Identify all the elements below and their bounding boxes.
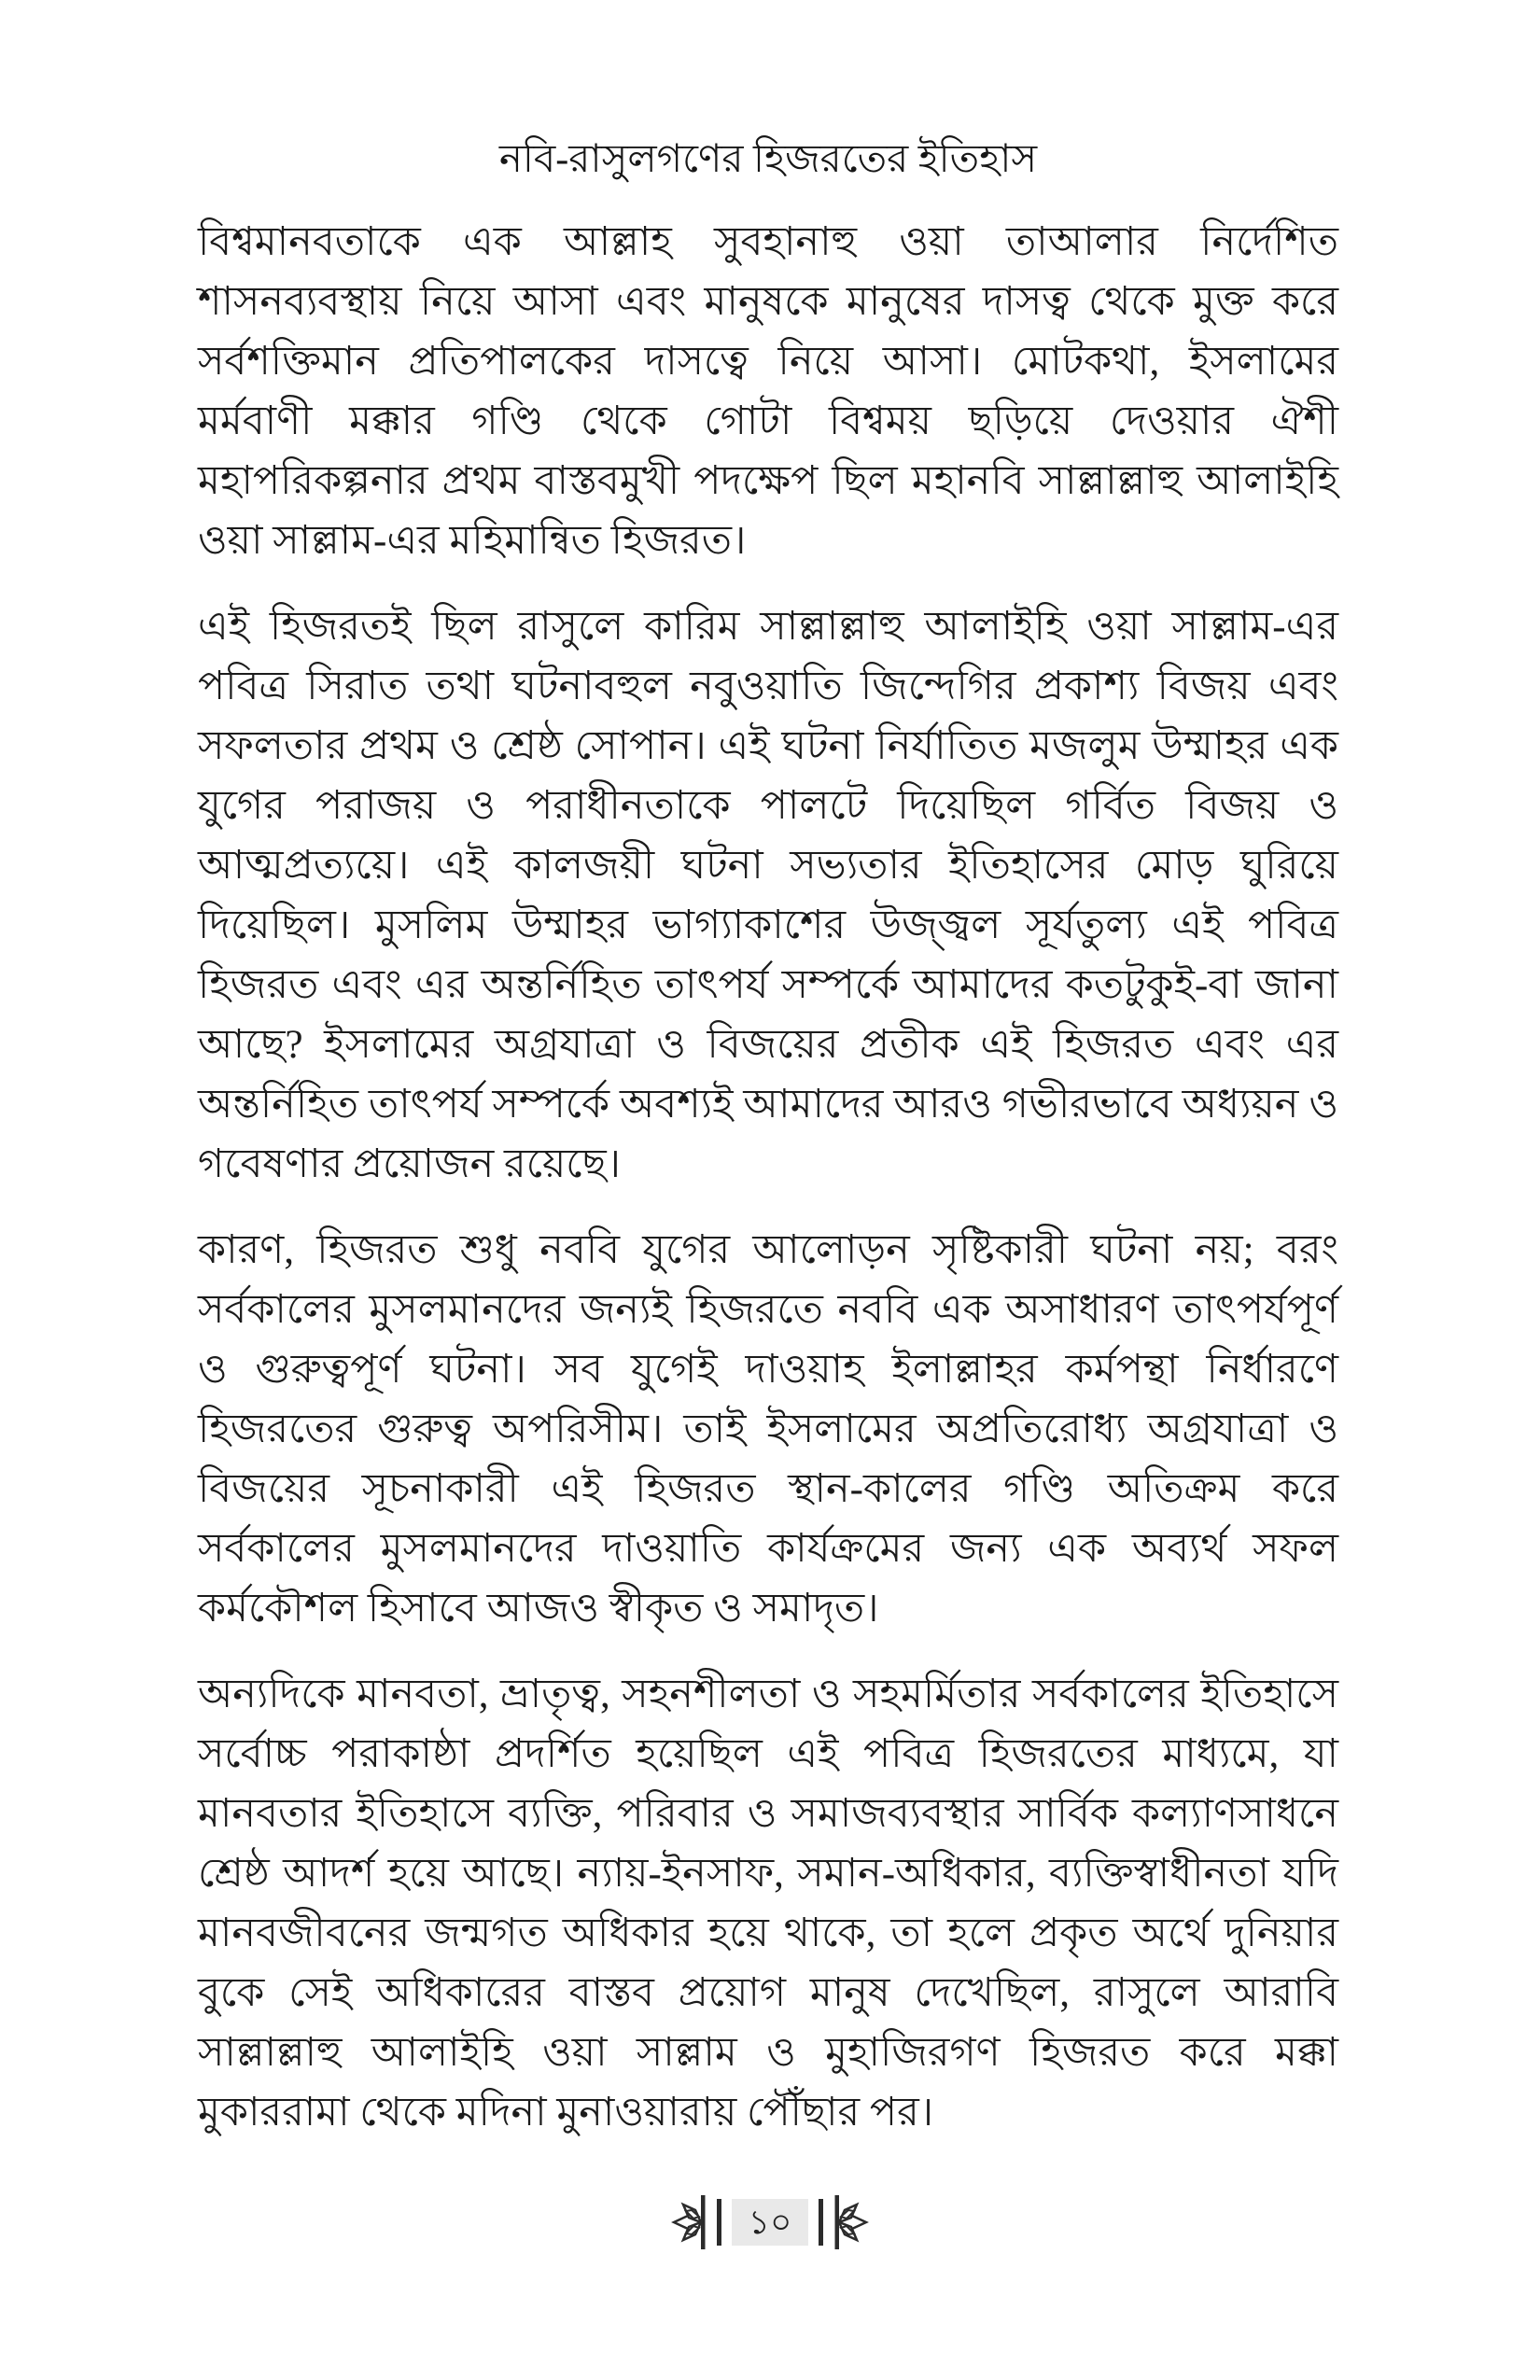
footer-divider-bar-right bbox=[819, 2199, 823, 2246]
text-block bbox=[198, 136, 1338, 2169]
paragraph-3: কারণ, হিজরত শুধু নববি যুগের আলোড়ন সৃষ্টিকারী ঘটনা নয়; বরং সর্বকালের মুসলমানদের জন্যই হিজরতে নববি এক অসাধারণ তাৎপর্যপূর্ণ ও গুরুত্বপূর্ণ ঘটনা। সব যুগেই দাওয়াহ ইলাল্লাহর কর্মপন্থা নির্ধারণে হিজরতের গুরুত্ব অপরিসীম। তাই ইসলামের অপ্রতিরোধ্য অগ্রযাত্রা ও বিজয়ের সূচনাকারী এই হিজরত স্থান-কালের গণ্ডি অতিক্রম করে সর্বকালের মুসলমানদের দাওয়াতি কার্যক্রমের জন্য এক অব্যর্থ সফল কর্মকৌশল হিসাবে আজও স্বীকৃত ও সমাদৃত। bbox=[198, 1228, 1338, 1631]
page-number-box bbox=[732, 2199, 808, 2246]
paragraph-4: অন্যদিকে মানবতা, ভ্রাতৃত্ব, সহনশীলতা ও সহমর্মিতার সর্বকালের ইতিহাসে সর্বোচ্চ পরাকাষ্ঠা প্রদর্শিত হয়েছিল এই পবিত্র হিজরতের মাধ্যমে, যা মানবতার ইতিহাসে ব্যক্তি, পরিবার ও সমাজব্যবস্থার সার্বিক কল্যাণসাধনে শ্রেষ্ঠ আদর্শ হয়ে আছে। ন্যায়-ইনসাফ, সমান-অধিকার, ব্যক্তিস্বাধীনতা যদি মানবজীবনের জন্মগত অধিকার হয়ে থাকে, তা হলে প্রকৃত অর্থে দুনিয়ার বুকে সেই অধিকারের বাস্তব প্রয়োগ মানুষ দেখেছিল, রাসুলে আরাবি সাল্লাল্লাহু আলাইহি ওয়া সাল্লাম ও মুহাজিরগণ হিজরত করে মক্কা মুকাররামা থেকে মদিনা মুনাওয়ারায় পৌঁছার পর। bbox=[198, 1673, 1338, 2135]
footer-divider-bar-left bbox=[717, 2199, 721, 2246]
lotus-ornament-right-icon bbox=[833, 2195, 873, 2249]
page-number: ১০ bbox=[748, 2204, 792, 2241]
paragraph-2: এই হিজরতই ছিল রাসুলে কারিম সাল্লাল্লাহু আলাইহি ওয়া সাল্লাম-এর পবিত্র সিরাত তথা ঘটনাবহুল নবুওয়াতি জিন্দেগির প্রকাশ্য বিজয় এবং সফলতার প্রথম ও শ্রেষ্ঠ সোপান। এই ঘটনা নির্যাতিত মজলুম উম্মাহর এক যুগের পরাজয় ও পরাধীনতাকে পালটে দিয়েছিল গর্বিত বিজয় ও আত্মপ্রত্যয়ে। এই কালজয়ী ঘটনা সভ্যতার ইতিহাসের মোড় ঘুরিয়ে দিয়েছিল। মুসলিম উম্মাহর ভাগ্যাকাশের উজ্জ্বল সূর্যতুল্য এই পবিত্র হিজরত এবং এর অন্তর্নিহিত তাৎপর্য সম্পর্কে আমাদের কতটুকুই-বা জানা আছে? ইসলামের অগ্রযাত্রা ও বিজয়ের প্রতীক এই হিজরত এবং এর অন্তর্নিহিত তাৎপর্য সম্পর্কে অবশ্যই আমাদের আরও গভীরভাবে অধ্যয়ন ও গবেষণার প্রয়োজন রয়েছে। bbox=[198, 605, 1338, 1187]
page-footer bbox=[0, 2195, 1540, 2249]
paragraph-1: বিশ্বমানবতাকে এক আল্লাহ সুবহানাহু ওয়া তাআলার নির্দেশিত শাসনব্যবস্থায় নিয়ে আসা এবং মানুষকে মানুষের দাসত্ব থেকে মুক্ত করে সর্বশক্তিমান প্রতিপালকের দাসত্বে নিয়ে আসা। মোটকথা, ইসলামের মর্মবাণী মক্কার গণ্ডি থেকে গোটা বিশ্বময় ছড়িয়ে দেওয়ার ঐশী মহাপরিকল্পনার প্রথম বাস্তবমুখী পদক্ষেপ ছিল মহানবি সাল্লাল্লাহু আলাইহি ওয়া সাল্লাম-এর মহিমান্বিত হিজরত। bbox=[198, 220, 1338, 564]
page-title: নবি-রাসুলগণের হিজরতের ইতিহাস bbox=[498, 138, 1038, 181]
lotus-ornament-left-icon bbox=[667, 2195, 707, 2249]
